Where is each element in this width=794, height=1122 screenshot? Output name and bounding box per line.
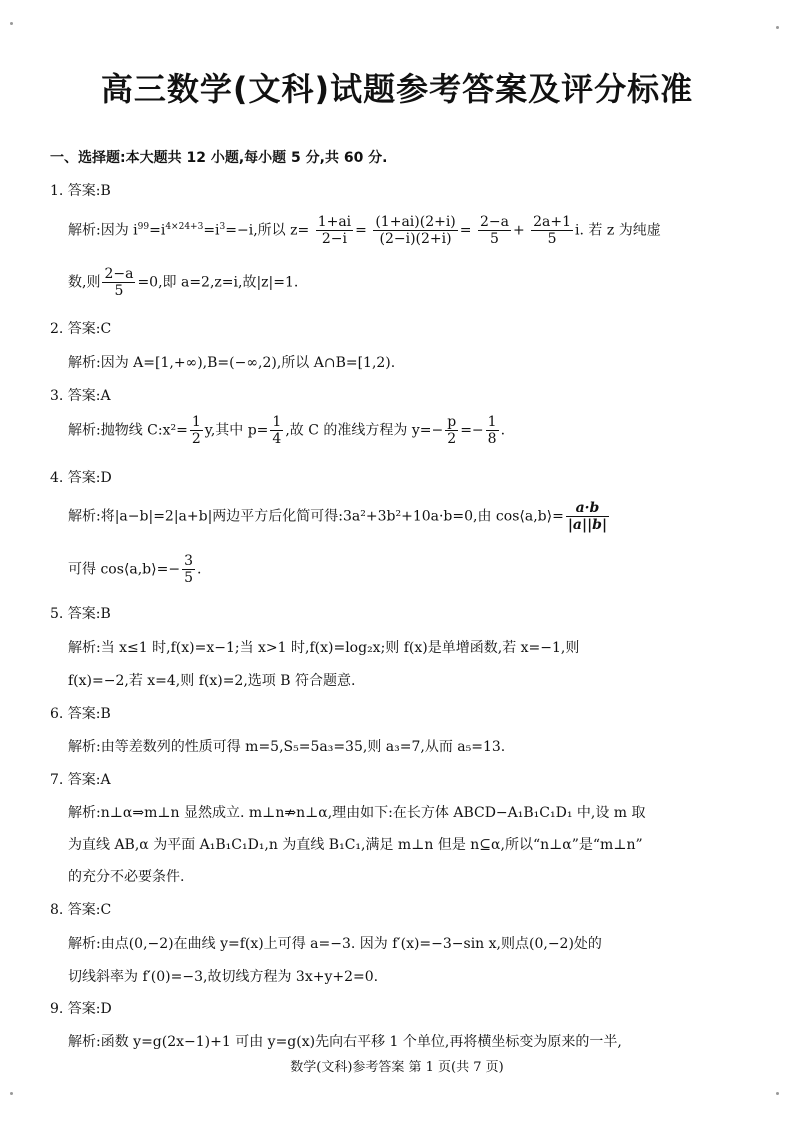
fraction: $\frac{1}{8}$ <box>487 414 497 448</box>
q4-explanation-line2: 可得 cos⟨a,b⟩=− $\frac{3}{5}$ . <box>68 553 202 587</box>
scan-speck <box>10 1092 13 1095</box>
fraction: $\frac{2-a}{5}$ <box>104 266 134 300</box>
scan-speck <box>776 1092 779 1095</box>
q7-explanation-line3: 的充分不必要条件. <box>68 869 185 885</box>
q2-answer: 2. 答案:C <box>50 321 112 337</box>
q5-explanation-line2: f(x)=−2,若 x=4,则 f(x)=2,选项 B 符合题意. <box>68 673 356 689</box>
section-heading: 一、选择题:本大题共 12 小题,每小题 5 分,共 60 分. <box>50 150 388 166</box>
fraction: $\frac{p}{2}$ <box>447 414 457 448</box>
fraction: $\frac{1}{2}$ <box>191 414 201 448</box>
fraction: $\frac{2-a}{5}$ <box>479 214 509 248</box>
page-title: 高三数学(文科)试题参考答案及评分标准 <box>100 70 694 108</box>
q7-explanation-line1: 解析:n⊥α⇒m⊥n 显然成立. m⊥n⇏n⊥α,理由如下:在长方体 ABCD−A₁B₁C₁D₁ 中,设 m 取 <box>68 805 646 821</box>
q8-explanation-line2: 切线斜率为 f′(0)=−3,故切线方程为 3x+y+2=0. <box>68 969 379 985</box>
fraction: $\frac{(1+ai)(2+i)}{(2-i)(2+i)}$ <box>375 214 456 248</box>
q5-answer: 5. 答案:B <box>50 606 111 622</box>
q1-explanation-line2: 数,则 $\frac{2-a}{5}$ =0,即 a=2,z=i,故|z|=1. <box>68 266 299 300</box>
q1-answer: 1. 答案:B <box>50 183 111 199</box>
q6-answer: 6. 答案:B <box>50 706 111 722</box>
q8-explanation-line1: 解析:由点(0,−2)在曲线 y=f(x)上可得 a=−3. 因为 f′(x)=−3−sin x,则点(0,−2)处的 <box>68 936 602 952</box>
fraction: $\frac{2a+1}{5}$ <box>533 214 572 248</box>
q3-explanation: 解析:抛物线 C:x²= $\frac{1}{2}$ y,其中 p= $\frac{1}{4}$ ,故 C 的准线方程为 y=− $\frac{p}{2}$ =− $\frac{1}{8}$ . <box>68 414 506 448</box>
q7-explanation-line2: 为直线 AB,α 为平面 A₁B₁C₁D₁,n 为直线 B₁C₁,满足 m⊥n 但是 n⊆α,所以“n⊥α”是“m⊥n” <box>68 837 643 853</box>
q4-answer: 4. 答案:D <box>50 470 112 486</box>
fraction: $\frac{a\cdot b}{|a||b|}$ <box>567 500 608 534</box>
q7-answer: 7. 答案:A <box>50 772 111 788</box>
scan-speck <box>10 22 13 25</box>
q9-answer: 9. 答案:D <box>50 1001 112 1017</box>
q3-answer: 3. 答案:A <box>50 388 111 404</box>
q1-explanation-line1: 解析:因为 $i^{99}=i^{4\times 24+3}=i^3=-i$,所以 z= $\frac{1+ai}{2-i}$ = $\frac{(1+ai)(2+i)}{(2-i)(2+i)}$ = $\frac{2-a}{5}$ + $\frac{2a+1}{5}$ i. 若 z 为纯虚 <box>68 214 661 248</box>
fraction: $\frac{1}{4}$ <box>272 414 282 448</box>
q6-explanation: 解析:由等差数列的性质可得 m=5,S₅=5a₃=35,则 a₃=7,从而 a₅=13. <box>68 739 506 755</box>
scan-speck <box>776 26 779 29</box>
q5-explanation-line1: 解析:当 x≤1 时,f(x)=x−1;当 x>1 时,f(x)=log₂x;则 f(x)是单增函数,若 x=−1,则 <box>68 640 580 656</box>
q4-explanation-line1: 解析:将|a−b|=2|a+b|两边平方后化简可得:3a²+3b²+10a·b=0,由 cos⟨a,b⟩= $\frac{a\cdot b}{|a||b|}$ <box>68 500 608 534</box>
q2-explanation: 解析:因为 A=[1,+∞),B=(−∞,2),所以 A∩B=[1,2). <box>68 355 396 371</box>
page-footer: 数学(文科)参考答案 第 1 页(共 7 页) <box>290 1060 504 1075</box>
fraction: $\frac{1+ai}{2-i}$ <box>317 214 352 248</box>
q8-answer: 8. 答案:C <box>50 902 112 918</box>
q9-explanation-line1: 解析:函数 y=g(2x−1)+1 可由 y=g(x)先向右平移 1 个单位,再将横坐标变为原来的一半, <box>68 1034 622 1050</box>
fraction: $\frac{3}{5}$ <box>184 553 193 587</box>
